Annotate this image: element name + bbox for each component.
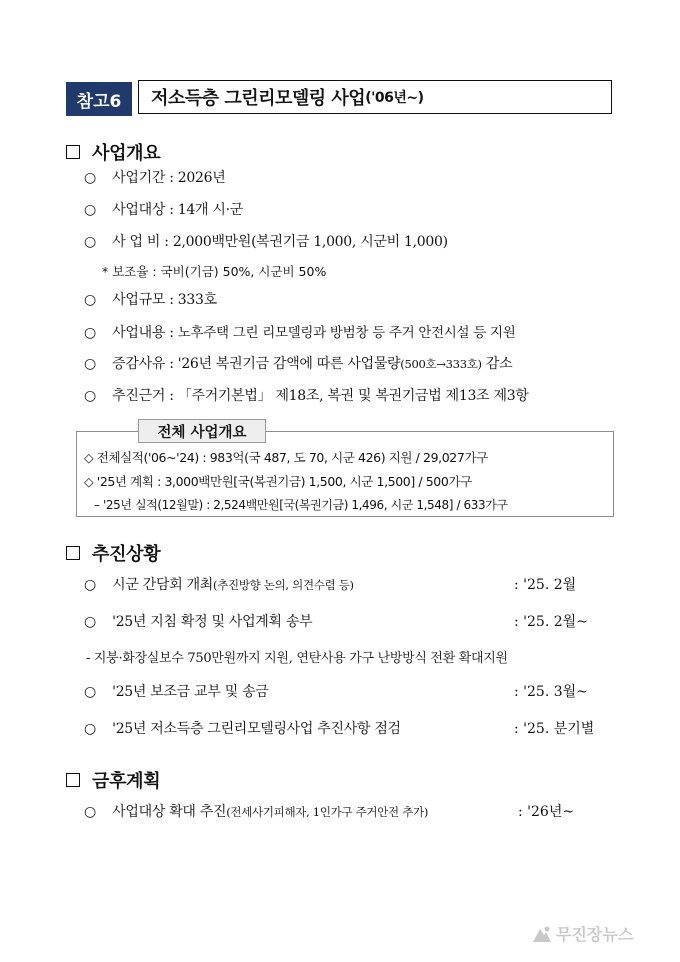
list-item: [84, 385, 529, 405]
item-separator: :: [165, 325, 178, 341]
section-heading-text: 금후계획: [92, 771, 161, 792]
item-text-detail: (전세사기피해자, 1인가구 주거안전 추가): [226, 805, 429, 819]
list-item: [84, 574, 354, 594]
circle-bullet-icon: ○: [84, 356, 96, 372]
item-separator: :: [165, 202, 178, 218]
item-label: 사업규모: [112, 292, 166, 308]
list-item: [84, 611, 312, 631]
item-text: '25년 지침 확정 및 사업계획 송부: [112, 614, 313, 630]
circle-bullet-icon: ○: [84, 804, 96, 820]
section-heading-progress: [66, 540, 160, 566]
item-label: 증감사유: [112, 356, 166, 372]
circle-bullet-icon: ○: [84, 684, 96, 700]
item-value: 2,000백만원(복권기금 1,000, 시군비 1,000): [172, 234, 448, 250]
page-title-box: [138, 80, 612, 114]
checkbox-square-icon: [66, 773, 80, 787]
list-item: [84, 801, 428, 821]
list-item: [84, 321, 516, 342]
reference-tag: 참고6: [66, 82, 132, 116]
circle-bullet-icon: ○: [84, 325, 96, 341]
item-text: '25년 저소득층 그린리모델링사업 추진사항 점검: [112, 721, 401, 737]
section-heading-overview: [66, 139, 160, 165]
watermark-text: 무진장뉴스: [556, 925, 634, 944]
item-value: 333호: [177, 292, 217, 308]
circle-bullet-icon: ○: [84, 577, 96, 593]
page-title: 저소득층 그린리모델링 사업: [151, 88, 366, 109]
item-value: 2026년: [177, 170, 226, 186]
subsidy-note: * 보조율 : 국비(기금) 50%, 시군비 50%: [102, 264, 327, 279]
item-value-detail: (500호→333호): [400, 357, 482, 371]
watermark: [532, 922, 633, 945]
item-separator: :: [165, 388, 178, 404]
item-separator: :: [165, 356, 178, 372]
item-separator: :: [165, 292, 178, 308]
item-text: 시군 간담회 개최: [112, 577, 214, 593]
section-heading-plan: [66, 767, 160, 793]
circle-bullet-icon: ○: [84, 234, 96, 250]
item-date: : '25. 2월~: [514, 614, 588, 630]
sub-note: - 지붕·화장실보수 750만원까지 지원, 연탄사용 가구 난방방식 전환 확대지원: [86, 651, 508, 666]
circle-bullet-icon: ○: [84, 202, 96, 218]
mountain-logo-icon: [532, 925, 552, 943]
item-separator: :: [160, 234, 173, 250]
overview-title: 전체 사업개요: [138, 419, 266, 443]
item-date: : '25. 3월~: [514, 684, 588, 700]
item-value-tail: 감소: [481, 356, 513, 372]
list-item: [84, 353, 512, 373]
item-value: 14개 시·군: [177, 202, 243, 218]
item-separator: :: [165, 170, 178, 186]
overview-row: ◇ '25년 계획 : 3,000백만원[국(복권기금) 1,500, 시군 1,500] / 500가구: [84, 474, 472, 489]
list-item: [84, 718, 401, 738]
item-label: 사 업 비: [112, 234, 161, 250]
item-label: 추진근거: [112, 388, 166, 404]
section-heading-text: 추진상황: [92, 544, 161, 565]
item-value: 노후주택 그린 리모델링과 방범창 등 주거 안전시설 등 지원: [177, 325, 516, 341]
page-title-suffix: ('06년~): [365, 90, 424, 106]
item-date: : '25. 분기별: [514, 721, 595, 737]
item-text: '25년 보조금 교부 및 송금: [112, 684, 269, 700]
list-item: [84, 289, 217, 309]
circle-bullet-icon: ○: [84, 721, 96, 737]
item-value: 「주거기본법」 제18조, 복권 및 복권기금법 제13조 제3항: [177, 388, 529, 404]
section-heading-text: 사업개요: [92, 143, 161, 164]
circle-bullet-icon: ○: [84, 292, 96, 308]
list-item: [84, 199, 243, 219]
list-item: [84, 681, 269, 701]
item-date: : '25. 2월: [514, 577, 577, 593]
circle-bullet-icon: ○: [84, 170, 96, 186]
list-item: [84, 231, 448, 251]
circle-bullet-icon: ○: [84, 388, 96, 404]
item-value: '26년 복권기금 감액에 따른 사업물량: [177, 356, 401, 372]
list-item: [84, 167, 225, 187]
overview-row: – '25년 실적(12월말) : 2,524백만원[국(복권기금) 1,496, 시군 1,548] / 633가구: [94, 498, 508, 512]
item-label: 사업대상: [112, 202, 166, 218]
overview-row: ◇ 전체실적('06~'24) : 983억(국 487, 도 70, 시군 426) 지원 / 29,027가구: [84, 450, 488, 465]
circle-bullet-icon: ○: [84, 614, 96, 630]
checkbox-square-icon: [66, 546, 80, 560]
checkbox-square-icon: [66, 145, 80, 159]
item-label: 사업기간: [112, 170, 166, 186]
item-label: 사업내용: [112, 325, 166, 341]
item-text: 사업대상 확대 추진: [112, 804, 227, 820]
item-text-detail: (추진방향 논의, 의견수렴 등): [213, 578, 354, 592]
item-date: : '26년~: [518, 804, 575, 820]
